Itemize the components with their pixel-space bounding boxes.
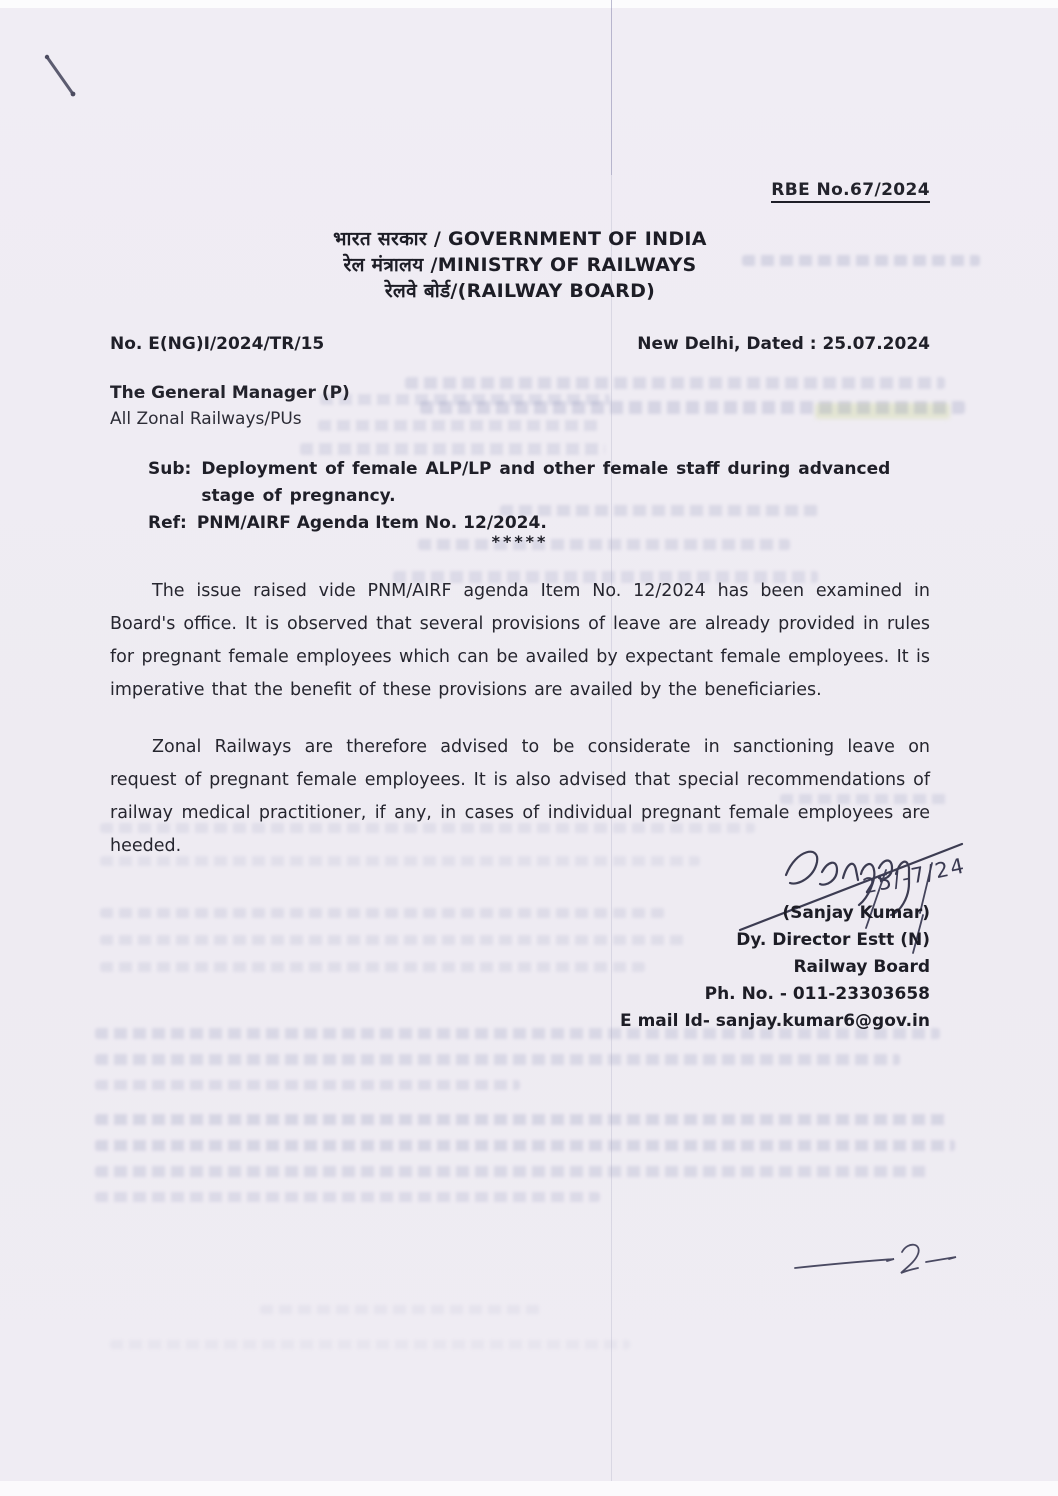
handwritten-date: 25/-7/24 [860, 853, 968, 899]
letterhead-line-1: भारत सरकार / GOVERNMENT OF INDIA [333, 228, 707, 250]
subject-row [148, 456, 930, 510]
file-number: No. E(NG)I/2024/TR/15 [110, 334, 325, 354]
signatory-email: E mail Id- sanjay.kumar6@gov.in [620, 1011, 930, 1031]
addressee-block [110, 380, 930, 432]
signatory-phone: Ph. No. - 011-23303658 [704, 984, 930, 1004]
letterhead-line-3: रेलवे बोर्ड/(RAILWAY BOARD) [384, 280, 656, 302]
reference-text: PNM/AIRF Agenda Item No. 12/2024. [196, 513, 547, 533]
signatory-name: (Sanjay Kumar) [782, 903, 930, 923]
file-number-date-row [110, 334, 930, 354]
place-date: New Delhi, Dated : 25.07.2024 [637, 334, 930, 354]
letterhead [110, 226, 930, 304]
subject-label: Sub: [148, 459, 192, 479]
scan-edge-bottom [0, 1481, 1058, 1496]
body-paragraph-1: The issue raised vide PNM/AIRF agenda Item No. 12/2024 has been examined in Board's office. It is observed that several provisions of leave are already provided in rules for pregnant female employees which can be availed by expectant female employees. It is imperative that the benefit of these provisions are availed by the beneficiaries. [110, 581, 930, 700]
letterhead-line-2: रेल मंत्रालय /MINISTRY OF RAILWAYS [343, 254, 697, 276]
subject-text: Deployment of female ALP/LP and other female staff during advanced stage of pregnancy. [201, 459, 891, 506]
body-paragraph-2: Zonal Railways are therefore advised to be considerate in sanctioning leave on request of pregnant female employees. It is also advised that special recommendations of railway medical practitioner, if any, in cases of individual pregnant female employees are heeded. [110, 737, 930, 856]
subject-reference-block [148, 456, 930, 537]
signatory-designation: Dy. Director Estt (N) [736, 930, 930, 950]
addressee-line: The General Manager (P) [110, 383, 350, 403]
rbe-number: RBE No.67/2024 [110, 180, 930, 200]
reference-label: Ref: [148, 513, 187, 533]
signatory-organization: Railway Board [793, 957, 930, 977]
signature-block [620, 900, 930, 1035]
separator-asterisks: ***** [491, 532, 549, 551]
addressee-line: All Zonal Railways/PUs [110, 409, 302, 429]
